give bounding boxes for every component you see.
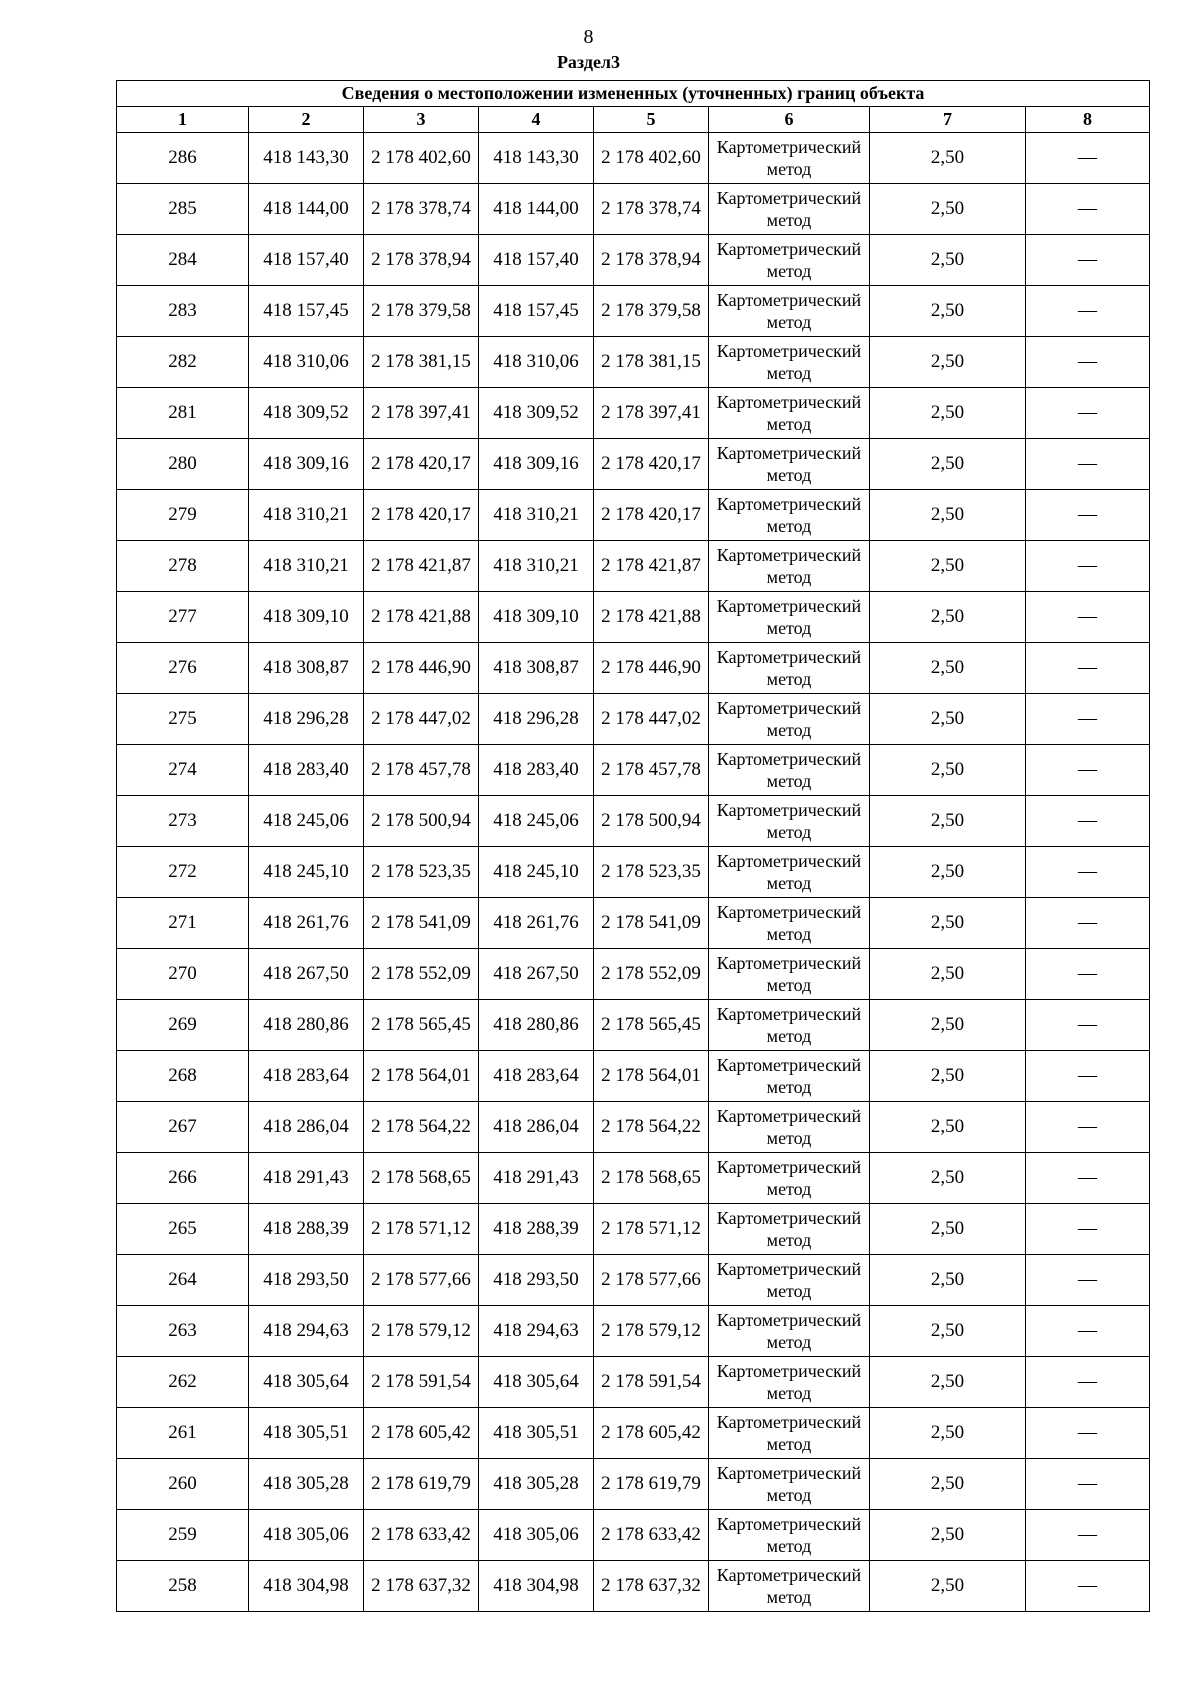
cell-x-new: 418 305,28 xyxy=(479,1459,594,1510)
cell-point-number: 267 xyxy=(117,1102,249,1153)
cell-accuracy: 2,50 xyxy=(870,1561,1026,1612)
cell-y-new: 2 178 637,32 xyxy=(594,1561,709,1612)
cell-method: Картометрический метод xyxy=(709,1204,870,1255)
cell-x-existing: 418 310,21 xyxy=(249,490,364,541)
table-caption: Сведения о местоположении измененных (уточненных) границ объекта xyxy=(117,81,1150,107)
cell-x-new: 418 288,39 xyxy=(479,1204,594,1255)
cell-y-new: 2 178 552,09 xyxy=(594,949,709,1000)
cell-description: — xyxy=(1026,286,1150,337)
cell-x-new: 418 304,98 xyxy=(479,1561,594,1612)
cell-x-new: 418 286,04 xyxy=(479,1102,594,1153)
cell-x-existing: 418 245,10 xyxy=(249,847,364,898)
cell-point-number: 278 xyxy=(117,541,249,592)
column-number-3: 3 xyxy=(364,107,479,133)
cell-y-existing: 2 178 379,58 xyxy=(364,286,479,337)
cell-x-new: 418 294,63 xyxy=(479,1306,594,1357)
cell-y-existing: 2 178 500,94 xyxy=(364,796,479,847)
cell-x-existing: 418 304,98 xyxy=(249,1561,364,1612)
cell-description: — xyxy=(1026,898,1150,949)
cell-accuracy: 2,50 xyxy=(870,1051,1026,1102)
cell-y-new: 2 178 619,79 xyxy=(594,1459,709,1510)
cell-description: — xyxy=(1026,337,1150,388)
cell-y-new: 2 178 402,60 xyxy=(594,133,709,184)
table-row xyxy=(117,1561,1150,1612)
table-row xyxy=(117,1102,1150,1153)
cell-x-new: 418 310,21 xyxy=(479,490,594,541)
cell-accuracy: 2,50 xyxy=(870,1357,1026,1408)
cell-y-existing: 2 178 619,79 xyxy=(364,1459,479,1510)
column-number-8: 8 xyxy=(1026,107,1150,133)
cell-point-number: 258 xyxy=(117,1561,249,1612)
cell-accuracy: 2,50 xyxy=(870,1255,1026,1306)
cell-description: — xyxy=(1026,184,1150,235)
cell-y-new: 2 178 500,94 xyxy=(594,796,709,847)
column-number-4: 4 xyxy=(479,107,594,133)
cell-point-number: 264 xyxy=(117,1255,249,1306)
cell-point-number: 281 xyxy=(117,388,249,439)
cell-x-existing: 418 245,06 xyxy=(249,796,364,847)
cell-y-new: 2 178 421,87 xyxy=(594,541,709,592)
cell-method: Картометрический метод xyxy=(709,643,870,694)
column-number-6: 6 xyxy=(709,107,870,133)
cell-x-existing: 418 309,52 xyxy=(249,388,364,439)
table-row xyxy=(117,1000,1150,1051)
table-row xyxy=(117,1459,1150,1510)
cell-point-number: 277 xyxy=(117,592,249,643)
cell-y-existing: 2 178 591,54 xyxy=(364,1357,479,1408)
cell-y-existing: 2 178 571,12 xyxy=(364,1204,479,1255)
cell-method: Картометрический метод xyxy=(709,184,870,235)
cell-accuracy: 2,50 xyxy=(870,847,1026,898)
cell-description: — xyxy=(1026,235,1150,286)
cell-method: Картометрический метод xyxy=(709,235,870,286)
cell-x-existing: 418 286,04 xyxy=(249,1102,364,1153)
cell-y-new: 2 178 571,12 xyxy=(594,1204,709,1255)
table-row xyxy=(117,133,1150,184)
table-row xyxy=(117,745,1150,796)
page-number: 8 xyxy=(583,26,594,48)
cell-description: — xyxy=(1026,694,1150,745)
cell-x-new: 418 261,76 xyxy=(479,898,594,949)
cell-description: — xyxy=(1026,1408,1150,1459)
cell-x-existing: 418 157,45 xyxy=(249,286,364,337)
table-row xyxy=(117,1204,1150,1255)
cell-accuracy: 2,50 xyxy=(870,1408,1026,1459)
cell-x-new: 418 157,40 xyxy=(479,235,594,286)
table-row xyxy=(117,235,1150,286)
cell-y-existing: 2 178 457,78 xyxy=(364,745,479,796)
cell-x-new: 418 245,10 xyxy=(479,847,594,898)
cell-y-new: 2 178 564,01 xyxy=(594,1051,709,1102)
cell-y-existing: 2 178 637,32 xyxy=(364,1561,479,1612)
cell-y-new: 2 178 579,12 xyxy=(594,1306,709,1357)
cell-point-number: 282 xyxy=(117,337,249,388)
cell-method: Картометрический метод xyxy=(709,1000,870,1051)
cell-point-number: 270 xyxy=(117,949,249,1000)
cell-x-existing: 418 305,28 xyxy=(249,1459,364,1510)
cell-x-new: 418 291,43 xyxy=(479,1153,594,1204)
cell-description: — xyxy=(1026,1000,1150,1051)
cell-x-new: 418 310,21 xyxy=(479,541,594,592)
cell-description: — xyxy=(1026,439,1150,490)
cell-x-existing: 418 310,21 xyxy=(249,541,364,592)
cell-x-existing: 418 280,86 xyxy=(249,1000,364,1051)
cell-x-new: 418 245,06 xyxy=(479,796,594,847)
cell-y-existing: 2 178 633,42 xyxy=(364,1510,479,1561)
cell-point-number: 276 xyxy=(117,643,249,694)
cell-y-new: 2 178 421,88 xyxy=(594,592,709,643)
table-row xyxy=(117,1153,1150,1204)
table-row xyxy=(117,592,1150,643)
table-row xyxy=(117,1357,1150,1408)
cell-x-existing: 418 261,76 xyxy=(249,898,364,949)
cell-accuracy: 2,50 xyxy=(870,694,1026,745)
cell-description: — xyxy=(1026,1561,1150,1612)
cell-y-existing: 2 178 381,15 xyxy=(364,337,479,388)
cell-y-new: 2 178 420,17 xyxy=(594,490,709,541)
cell-method: Картометрический метод xyxy=(709,1102,870,1153)
cell-accuracy: 2,50 xyxy=(870,1000,1026,1051)
cell-method: Картометрический метод xyxy=(709,1255,870,1306)
column-number-5: 5 xyxy=(594,107,709,133)
cell-y-existing: 2 178 402,60 xyxy=(364,133,479,184)
cell-y-existing: 2 178 541,09 xyxy=(364,898,479,949)
cell-y-existing: 2 178 420,17 xyxy=(364,439,479,490)
cell-x-new: 418 309,16 xyxy=(479,439,594,490)
cell-point-number: 263 xyxy=(117,1306,249,1357)
cell-x-existing: 418 157,40 xyxy=(249,235,364,286)
coordinates-table xyxy=(116,80,1150,1612)
cell-y-existing: 2 178 421,87 xyxy=(364,541,479,592)
table-row xyxy=(117,949,1150,1000)
cell-accuracy: 2,50 xyxy=(870,541,1026,592)
cell-x-existing: 418 293,50 xyxy=(249,1255,364,1306)
table-body xyxy=(117,133,1150,1612)
cell-accuracy: 2,50 xyxy=(870,286,1026,337)
cell-method: Картометрический метод xyxy=(709,337,870,388)
cell-y-new: 2 178 457,78 xyxy=(594,745,709,796)
cell-y-new: 2 178 397,41 xyxy=(594,388,709,439)
cell-x-existing: 418 283,40 xyxy=(249,745,364,796)
cell-accuracy: 2,50 xyxy=(870,898,1026,949)
cell-x-existing: 418 291,43 xyxy=(249,1153,364,1204)
cell-x-existing: 418 305,51 xyxy=(249,1408,364,1459)
cell-accuracy: 2,50 xyxy=(870,235,1026,286)
cell-point-number: 272 xyxy=(117,847,249,898)
cell-accuracy: 2,50 xyxy=(870,592,1026,643)
cell-method: Картометрический метод xyxy=(709,388,870,439)
table-row xyxy=(117,1510,1150,1561)
cell-y-existing: 2 178 421,88 xyxy=(364,592,479,643)
column-number-row xyxy=(117,107,1150,133)
cell-x-existing: 418 144,00 xyxy=(249,184,364,235)
cell-x-new: 418 305,64 xyxy=(479,1357,594,1408)
table-row xyxy=(117,1051,1150,1102)
cell-description: — xyxy=(1026,949,1150,1000)
cell-accuracy: 2,50 xyxy=(870,796,1026,847)
cell-x-new: 418 293,50 xyxy=(479,1255,594,1306)
cell-accuracy: 2,50 xyxy=(870,643,1026,694)
cell-point-number: 284 xyxy=(117,235,249,286)
cell-point-number: 275 xyxy=(117,694,249,745)
table-row xyxy=(117,184,1150,235)
cell-y-existing: 2 178 552,09 xyxy=(364,949,479,1000)
cell-method: Картометрический метод xyxy=(709,1357,870,1408)
cell-x-existing: 418 288,39 xyxy=(249,1204,364,1255)
cell-method: Картометрический метод xyxy=(709,286,870,337)
cell-accuracy: 2,50 xyxy=(870,1204,1026,1255)
cell-point-number: 269 xyxy=(117,1000,249,1051)
cell-point-number: 271 xyxy=(117,898,249,949)
cell-point-number: 286 xyxy=(117,133,249,184)
cell-x-new: 418 296,28 xyxy=(479,694,594,745)
cell-description: — xyxy=(1026,490,1150,541)
cell-method: Картометрический метод xyxy=(709,1561,870,1612)
cell-accuracy: 2,50 xyxy=(870,337,1026,388)
cell-y-existing: 2 178 564,22 xyxy=(364,1102,479,1153)
cell-point-number: 283 xyxy=(117,286,249,337)
cell-x-existing: 418 296,28 xyxy=(249,694,364,745)
cell-method: Картометрический метод xyxy=(709,745,870,796)
cell-method: Картометрический метод xyxy=(709,1306,870,1357)
table-row xyxy=(117,694,1150,745)
cell-accuracy: 2,50 xyxy=(870,1459,1026,1510)
cell-point-number: 259 xyxy=(117,1510,249,1561)
cell-y-existing: 2 178 447,02 xyxy=(364,694,479,745)
cell-description: — xyxy=(1026,1204,1150,1255)
table-row xyxy=(117,1306,1150,1357)
cell-point-number: 273 xyxy=(117,796,249,847)
cell-accuracy: 2,50 xyxy=(870,388,1026,439)
cell-y-new: 2 178 378,74 xyxy=(594,184,709,235)
cell-y-new: 2 178 565,45 xyxy=(594,1000,709,1051)
cell-method: Картометрический метод xyxy=(709,949,870,1000)
cell-method: Картометрический метод xyxy=(709,1153,870,1204)
cell-description: — xyxy=(1026,592,1150,643)
cell-x-existing: 418 143,30 xyxy=(249,133,364,184)
table-row xyxy=(117,541,1150,592)
cell-description: — xyxy=(1026,1255,1150,1306)
cell-description: — xyxy=(1026,1357,1150,1408)
table-row xyxy=(117,847,1150,898)
cell-point-number: 285 xyxy=(117,184,249,235)
table-row xyxy=(117,643,1150,694)
cell-method: Картометрический метод xyxy=(709,133,870,184)
table-row xyxy=(117,898,1150,949)
table-row xyxy=(117,490,1150,541)
cell-description: — xyxy=(1026,643,1150,694)
cell-x-existing: 418 267,50 xyxy=(249,949,364,1000)
cell-accuracy: 2,50 xyxy=(870,949,1026,1000)
cell-description: — xyxy=(1026,541,1150,592)
cell-y-new: 2 178 446,90 xyxy=(594,643,709,694)
cell-y-existing: 2 178 378,94 xyxy=(364,235,479,286)
cell-method: Картометрический метод xyxy=(709,541,870,592)
cell-y-existing: 2 178 420,17 xyxy=(364,490,479,541)
cell-accuracy: 2,50 xyxy=(870,1102,1026,1153)
cell-point-number: 260 xyxy=(117,1459,249,1510)
cell-y-existing: 2 178 523,35 xyxy=(364,847,479,898)
cell-description: — xyxy=(1026,388,1150,439)
cell-method: Картометрический метод xyxy=(709,592,870,643)
cell-accuracy: 2,50 xyxy=(870,184,1026,235)
cell-y-new: 2 178 577,66 xyxy=(594,1255,709,1306)
cell-method: Картометрический метод xyxy=(709,1051,870,1102)
cell-x-new: 418 309,10 xyxy=(479,592,594,643)
cell-y-existing: 2 178 397,41 xyxy=(364,388,479,439)
cell-point-number: 266 xyxy=(117,1153,249,1204)
cell-method: Картометрический метод xyxy=(709,439,870,490)
cell-accuracy: 2,50 xyxy=(870,1510,1026,1561)
cell-method: Картометрический метод xyxy=(709,1459,870,1510)
cell-point-number: 280 xyxy=(117,439,249,490)
cell-y-new: 2 178 541,09 xyxy=(594,898,709,949)
cell-accuracy: 2,50 xyxy=(870,133,1026,184)
cell-y-new: 2 178 381,15 xyxy=(594,337,709,388)
cell-x-new: 418 267,50 xyxy=(479,949,594,1000)
table-row xyxy=(117,286,1150,337)
cell-y-new: 2 178 564,22 xyxy=(594,1102,709,1153)
cell-x-new: 418 309,52 xyxy=(479,388,594,439)
cell-x-existing: 418 310,06 xyxy=(249,337,364,388)
cell-x-existing: 418 283,64 xyxy=(249,1051,364,1102)
table-row xyxy=(117,388,1150,439)
cell-x-new: 418 308,87 xyxy=(479,643,594,694)
cell-x-existing: 418 305,06 xyxy=(249,1510,364,1561)
cell-point-number: 274 xyxy=(117,745,249,796)
column-number-2: 2 xyxy=(249,107,364,133)
table-row xyxy=(117,1408,1150,1459)
cell-accuracy: 2,50 xyxy=(870,490,1026,541)
cell-y-new: 2 178 633,42 xyxy=(594,1510,709,1561)
cell-point-number: 261 xyxy=(117,1408,249,1459)
table-row xyxy=(117,337,1150,388)
cell-x-new: 418 280,86 xyxy=(479,1000,594,1051)
cell-method: Картометрический метод xyxy=(709,1510,870,1561)
cell-method: Картометрический метод xyxy=(709,694,870,745)
cell-method: Картометрический метод xyxy=(709,847,870,898)
cell-x-existing: 418 305,64 xyxy=(249,1357,364,1408)
cell-description: — xyxy=(1026,1306,1150,1357)
cell-x-new: 418 283,64 xyxy=(479,1051,594,1102)
cell-description: — xyxy=(1026,796,1150,847)
cell-x-existing: 418 309,10 xyxy=(249,592,364,643)
cell-description: — xyxy=(1026,1510,1150,1561)
cell-y-new: 2 178 568,65 xyxy=(594,1153,709,1204)
cell-y-new: 2 178 420,17 xyxy=(594,439,709,490)
cell-point-number: 279 xyxy=(117,490,249,541)
cell-y-existing: 2 178 565,45 xyxy=(364,1000,479,1051)
cell-y-existing: 2 178 568,65 xyxy=(364,1153,479,1204)
cell-x-new: 418 144,00 xyxy=(479,184,594,235)
cell-description: — xyxy=(1026,133,1150,184)
cell-y-new: 2 178 605,42 xyxy=(594,1408,709,1459)
cell-description: — xyxy=(1026,1459,1150,1510)
cell-accuracy: 2,50 xyxy=(870,1153,1026,1204)
table-row xyxy=(117,1255,1150,1306)
cell-method: Картометрический метод xyxy=(709,1408,870,1459)
cell-x-new: 418 305,51 xyxy=(479,1408,594,1459)
cell-point-number: 265 xyxy=(117,1204,249,1255)
table-row xyxy=(117,439,1150,490)
cell-x-existing: 418 294,63 xyxy=(249,1306,364,1357)
cell-accuracy: 2,50 xyxy=(870,1306,1026,1357)
cell-y-new: 2 178 523,35 xyxy=(594,847,709,898)
cell-y-existing: 2 178 564,01 xyxy=(364,1051,479,1102)
cell-x-new: 418 310,06 xyxy=(479,337,594,388)
table-row xyxy=(117,796,1150,847)
cell-y-existing: 2 178 605,42 xyxy=(364,1408,479,1459)
cell-method: Картометрический метод xyxy=(709,796,870,847)
cell-method: Картометрический метод xyxy=(709,898,870,949)
cell-description: — xyxy=(1026,1153,1150,1204)
cell-description: — xyxy=(1026,847,1150,898)
cell-x-existing: 418 309,16 xyxy=(249,439,364,490)
cell-y-existing: 2 178 446,90 xyxy=(364,643,479,694)
cell-x-new: 418 143,30 xyxy=(479,133,594,184)
column-number-7: 7 xyxy=(870,107,1026,133)
cell-y-existing: 2 178 579,12 xyxy=(364,1306,479,1357)
cell-accuracy: 2,50 xyxy=(870,439,1026,490)
cell-x-new: 418 283,40 xyxy=(479,745,594,796)
cell-y-new: 2 178 591,54 xyxy=(594,1357,709,1408)
cell-description: — xyxy=(1026,1102,1150,1153)
cell-description: — xyxy=(1026,1051,1150,1102)
cell-x-new: 418 305,06 xyxy=(479,1510,594,1561)
cell-y-new: 2 178 378,94 xyxy=(594,235,709,286)
cell-point-number: 262 xyxy=(117,1357,249,1408)
section-title: Раздел3 xyxy=(556,52,621,72)
cell-y-new: 2 178 379,58 xyxy=(594,286,709,337)
cell-y-existing: 2 178 378,74 xyxy=(364,184,479,235)
cell-y-new: 2 178 447,02 xyxy=(594,694,709,745)
cell-accuracy: 2,50 xyxy=(870,745,1026,796)
cell-y-existing: 2 178 577,66 xyxy=(364,1255,479,1306)
cell-x-new: 418 157,45 xyxy=(479,286,594,337)
cell-method: Картометрический метод xyxy=(709,490,870,541)
cell-point-number: 268 xyxy=(117,1051,249,1102)
cell-x-existing: 418 308,87 xyxy=(249,643,364,694)
cell-description: — xyxy=(1026,745,1150,796)
column-number-1: 1 xyxy=(117,107,249,133)
